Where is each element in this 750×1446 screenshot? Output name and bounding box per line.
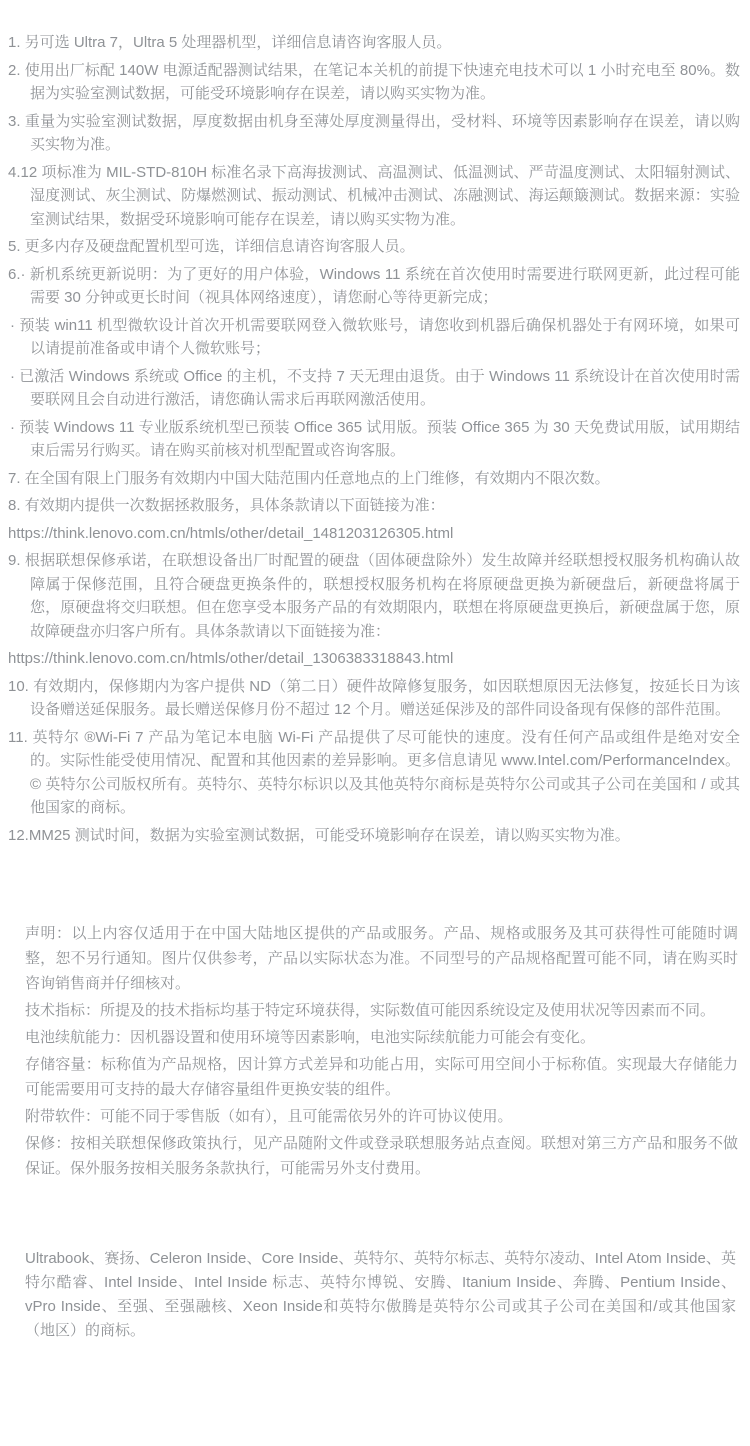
statement-storage-capacity: 存储容量：标称值为产品规格，因计算方式差异和功能占用，实际可用空间小于标称值。实现最大存储能力可能需要用可支持的最大存储容量组件更换安装的组件。 xyxy=(25,1056,738,1098)
note-item-6-sub-bullet: · 预装 Windows 11 专业版系统机型已预装 Office 365 试用版。预装 Office 365 为 30 天免费试用版，试用期结束后需另行购买。请在购买前核对机型配置或咨询客服。 xyxy=(10,418,740,459)
note-item-8-terms-url: https://think.lenovo.com.cn/htmls/other/detail_1481203126305.html xyxy=(8,524,454,542)
note-item-2: 2. 使用出厂标配 140W 电源适配器测试结果，在笔记本关机的前提下快速充电技术可以 1 小时充电至 80%。数据为实验室测试数据，可能受环境影响存在误差，请以购买实物为准。 xyxy=(8,61,740,102)
note-item-1: 1. 另可选 Ultra 7，Ultra 5 处理器机型，详细信息请咨询客服人员。 xyxy=(8,34,452,51)
statement-battery-life: 电池续航能力：因机器设置和使用环境等因素影响，电池实际续航能力可能会有变化。 xyxy=(25,1029,596,1046)
statement-bundled-software: 附带软件：可能不同于零售版（如有），且可能需依另外的许可协议使用。 xyxy=(25,1108,513,1125)
note-item-9-terms-url: https://think.lenovo.com.cn/htmls/other/detail_1306383318843.html xyxy=(8,650,454,667)
note-item-7: 7. 在全国有限上门服务有效期内中国大陆范围内任意地点的上门维修，有效期内不限次数。 xyxy=(8,469,610,487)
intel-trademark-section xyxy=(0,1247,750,1343)
note-item-6: 6.· 新机系统更新说明：为了更好的用户体验，Windows 11 系统在首次使用时需要进行联网更新，此过程可能需要 30 分钟或更长时间（视具体网络速度），请您耐心等待更新完成； xyxy=(8,265,740,306)
legal-statement-section xyxy=(0,921,750,1181)
statement-tech-specs: 技术指标：所提及的技术指标均基于特定环境获得，实际数值可能因系统设定及使用状况等因素而不同。 xyxy=(25,1002,716,1019)
statement-declaration: 声明：以上内容仅适用于在中国大陆地区提供的产品或服务。产品、规格或服务及其可获得性可能随时调整，恕不另行通知。图片仅供参考，产品以实际状态为准。不同型号的产品规格配置可能不同，请在购买时咨询销售商并仔细核对。 xyxy=(25,925,738,992)
note-item-8: 8. 有效期内提供一次数据拯救服务，具体条款请以下面链接为准： xyxy=(8,497,445,514)
note-item-6-sub-bullet: · 预装 win11 机型微软设计首次开机需要联网登入微软账号，请您收到机器后确保机器处于有网环境，如果可以请提前准备或申请个人微软账号； xyxy=(10,316,740,357)
note-item-9: 9. 根据联想保修承诺，在联想设备出厂时配置的硬盘（固体硬盘除外）发生故障并经联想授权服务机构确认故障属于保修范围，且符合硬盘更换条件的，联想授权服务机构在将原硬盘更换为新硬盘后，新硬盘将属于您，原硬盘将交归联想。但在您享受本服务产品的有效期限内，联想在将原硬盘更换后，新硬盘属于您，原故障硬盘亦归客户所有。具体条款请以下面链接为准： xyxy=(8,552,740,640)
note-item-11: 11. 英特尔 ®Wi-Fi 7 产品为笔记本电脑 Wi-Fi 产品提供了尽可能快的速度。没有任何产品或组件是绝对安全的。实际性能受使用情况、配置和其他因素的差异影响。更多信息请见 www.Intel.com/PerformanceIndex。© 英特尔公司版权所有。英特尔、英特尔标识以及其他英特尔商标是英特尔公司或其子公司在美国和 / 或其他国家的商标。 xyxy=(8,728,740,816)
note-item-6-sub-bullet: · 已激活 Windows 系统或 Office 的主机，不支持 7 天无理由退货。由于 Windows 11 系统设计在首次使用时需要联网且会自动进行激活，请您确认需求后再联网激活使用。 xyxy=(10,367,740,408)
trademark-notice: Ultrabook、赛扬、Celeron Inside、Core Inside、英特尔、英特尔标志、英特尔凌动、Intel Atom Inside、英特尔酷睿、Intel Inside、Intel Inside 标志、英特尔博锐、安腾、Itanium Inside、奔腾、Pentium Inside、vPro Inside、至强、至强融核、Xeon Inside和英特尔傲腾是英特尔公司或其子公司在美国和/或其他国家（地区）的商标。 xyxy=(25,1250,736,1339)
note-item-5: 5. 更多内存及硬盘配置机型可选，详细信息请咨询客服人员。 xyxy=(8,238,415,255)
note-item-3: 3. 重量为实验室测试数据，厚度数据由机身至薄处厚度测量得出，受材料、环境等因素影响存在误差，请以购买实物为准。 xyxy=(8,112,740,153)
note-item-10: 10. 有效期内，保修期内为客户提供 ND（第二日）硬件故障修复服务，如因联想原因无法修复，按延长日为该设备赠送延保服务。最长赠送保修月份不超过 12 个月。赠送延保涉及的部件同设备现有保修的部件范围。 xyxy=(8,677,740,718)
note-item-12: 12.MM25 测试时间，数据为实验室测试数据，可能受环境影响存在误差，请以购买实物为准。 xyxy=(8,826,630,844)
statement-warranty: 保修：按相关联想保修政策执行，见产品随附文件或登录联想服务站点查阅。联想对第三方产品和服务不做保证。保外服务按相关服务条款执行，可能需另外支付费用。 xyxy=(25,1135,738,1177)
note-item-4: 4.12 项标准为 MIL-STD-810H 标准名录下高海拔测试、高温测试、低温测试、严苛温度测试、太阳辐射测试、湿度测试、灰尘测试、防爆燃测试、振动测试、机械冲击测试、冻融测试、海运颠簸测试。数据来源：实验室测试结果，数据受环境影响可能存在误差，请以购买实物为准。 xyxy=(8,163,740,228)
